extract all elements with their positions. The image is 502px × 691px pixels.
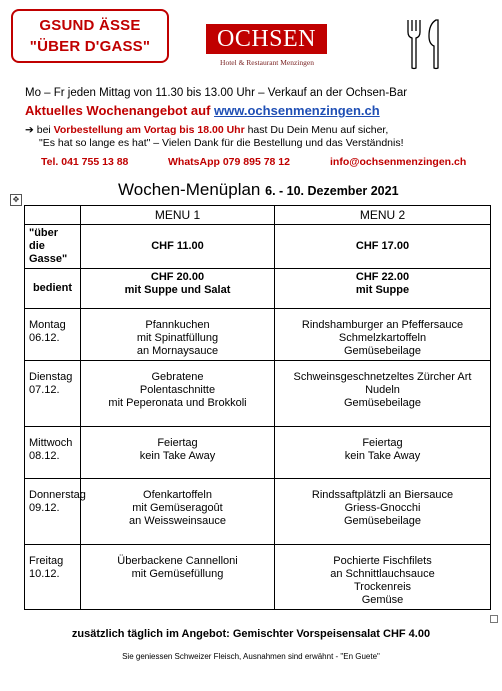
dish-line: Gemüsebeilage xyxy=(343,345,422,357)
day-cell xyxy=(25,545,81,610)
logo-subtitle: Hotel & Restaurant Menzingen xyxy=(220,58,314,67)
day-date: 08.12. xyxy=(29,450,60,462)
table-header-row xyxy=(25,206,491,225)
table-resize-handle[interactable] xyxy=(490,615,498,623)
dish-line: Trockenreis xyxy=(353,581,412,593)
day-name: Dienstag xyxy=(29,371,73,383)
menu1-price: CHF 11.00 xyxy=(81,225,275,269)
dish-line: Gemüse xyxy=(361,594,404,606)
dish-line: Feiertag xyxy=(157,437,198,449)
table-row xyxy=(25,427,491,479)
menu1-dish xyxy=(81,479,275,545)
dish-line: Rindshamburger an Pfeffersauce xyxy=(301,319,464,331)
menu1-dish xyxy=(81,545,275,610)
dish-line: Rindssaftplätzli an Biersauce xyxy=(311,489,454,501)
thanks-text: "Es hat so lange es hat" – Vielen Dank für die Bestellung und das Verständnis! xyxy=(39,137,404,149)
dish-line: Pochierte Fischfilets xyxy=(333,555,432,567)
promo-badge xyxy=(11,9,169,63)
day-name: Montag xyxy=(29,319,66,331)
day-cell xyxy=(25,361,81,427)
preorder-deadline: Vorbestellung am Vortag bis 18.00 Uhr xyxy=(53,124,245,136)
footer-note: Sie geniessen Schweizer Fleisch, Ausnahmen sind erwähnt - "En Guete" xyxy=(122,652,380,661)
dish-line: an Schnittlauchsauce xyxy=(330,568,435,580)
whatsapp-number[interactable]: WhatsApp 079 895 78 12 xyxy=(168,156,290,168)
menu2-price xyxy=(275,269,491,309)
email-address[interactable]: info@ochsenmenzingen.ch xyxy=(330,156,467,168)
menu2-price: CHF 17.00 xyxy=(275,225,491,269)
dish-line: mit Peperonata und Brokkoli xyxy=(108,397,247,409)
fork-knife-icon xyxy=(402,18,444,70)
website-link[interactable]: www.ochsenmenzingen.ch xyxy=(214,103,380,118)
opening-hours-text: Mo – Fr jeden Mittag von 11.30 bis 13.00 Uhr – Verkauf an der Ochsen-Bar xyxy=(25,87,408,99)
day-date: 07.12. xyxy=(29,384,60,396)
dish-line: Gebratene xyxy=(151,371,204,383)
dish-line: Schmelzkartoffeln xyxy=(338,332,427,344)
dish-line: Ofenkartoffeln xyxy=(143,489,212,501)
menu-table xyxy=(24,205,491,610)
dish-line: Gemüsebeilage xyxy=(343,397,422,409)
menu2-dish xyxy=(275,427,491,479)
row-label: bedient xyxy=(25,269,81,309)
menu2-dish xyxy=(275,309,491,361)
header-menu-1: MENU 1 xyxy=(81,206,275,225)
menu2-dish xyxy=(275,479,491,545)
day-name: Donnerstag xyxy=(29,489,86,501)
weekly-offer-line xyxy=(25,103,380,118)
dish-line: mit Gemüseragoût xyxy=(132,502,223,514)
table-row xyxy=(25,479,491,545)
day-name: Freitag xyxy=(29,555,64,567)
header-empty xyxy=(25,206,81,225)
price-amount: CHF 22.00 xyxy=(355,271,410,283)
day-date: 09.12. xyxy=(29,502,60,514)
dish-line: mit Gemüsefüllung xyxy=(131,568,224,580)
menu-title xyxy=(118,180,399,200)
dish-line: Pfannkuchen xyxy=(145,319,210,331)
price-detail: mit Suppe und Salat xyxy=(124,284,231,296)
dish-line: an Weissweinsauce xyxy=(128,515,226,527)
preorder-post: hast Du Dein Menu auf sicher, xyxy=(247,124,389,136)
price-detail: mit Suppe xyxy=(355,284,410,296)
dish-line: Griess-Gnocchi xyxy=(344,502,421,514)
menu2-dish xyxy=(275,361,491,427)
day-name: Mittwoch xyxy=(29,437,73,449)
dish-line: Gemüsebeilage xyxy=(343,515,422,527)
price-row-served xyxy=(25,269,491,309)
price-amount: CHF 20.00 xyxy=(150,271,205,283)
table-move-handle-icon[interactable]: ✥ xyxy=(10,194,22,206)
dish-line: kein Take Away xyxy=(344,450,421,462)
menu-title-main: Wochen-Menüplan xyxy=(118,180,261,199)
day-date: 10.12. xyxy=(29,568,60,580)
badge-line-1: GSUND ÄSSE xyxy=(39,17,141,34)
dish-line: Überbackene Cannelloni xyxy=(117,555,238,567)
day-rows xyxy=(25,309,491,610)
preorder-pre: bei xyxy=(36,124,51,136)
table-row xyxy=(25,545,491,610)
menu1-dish xyxy=(81,309,275,361)
table-row xyxy=(25,361,491,427)
dish-line: Feiertag xyxy=(362,437,403,449)
day-cell xyxy=(25,309,81,361)
dish-line: an Mornaysauce xyxy=(136,345,219,357)
dish-line: mit Spinatfüllung xyxy=(136,332,219,344)
day-date: 06.12. xyxy=(29,332,60,344)
dish-line: kein Take Away xyxy=(139,450,216,462)
weekly-offer-text: Aktuelles Wochenangebot auf xyxy=(25,103,211,118)
menu2-dish xyxy=(275,545,491,610)
dish-line: Schweinsgeschnetzeltes Zürcher Art xyxy=(293,371,472,383)
ochsen-logo: OCHSEN xyxy=(206,24,327,54)
daily-extra-offer: zusätzlich täglich im Angebot: Gemischter Vorspeisensalat CHF 4.00 xyxy=(71,628,431,640)
dish-line: Polentaschnitte xyxy=(139,384,216,396)
menu1-dish xyxy=(81,427,275,479)
badge-line-2: "ÜBER D'GASS" xyxy=(29,38,151,55)
dish-line: Nudeln xyxy=(365,384,400,396)
menu1-price xyxy=(81,269,275,309)
row-label: "über die Gasse" xyxy=(25,225,81,269)
phone-number[interactable]: Tel. 041 755 13 88 xyxy=(41,156,129,168)
day-cell xyxy=(25,427,81,479)
header-menu-2: MENU 2 xyxy=(275,206,491,225)
menu1-dish xyxy=(81,361,275,427)
price-row-takeaway xyxy=(25,225,491,269)
preorder-line xyxy=(25,124,388,136)
menu-title-dates: 6. - 10. Dezember 2021 xyxy=(265,184,399,198)
table-row xyxy=(25,309,491,361)
day-cell xyxy=(25,479,86,545)
arrow-right-icon: ➔ xyxy=(25,124,34,136)
